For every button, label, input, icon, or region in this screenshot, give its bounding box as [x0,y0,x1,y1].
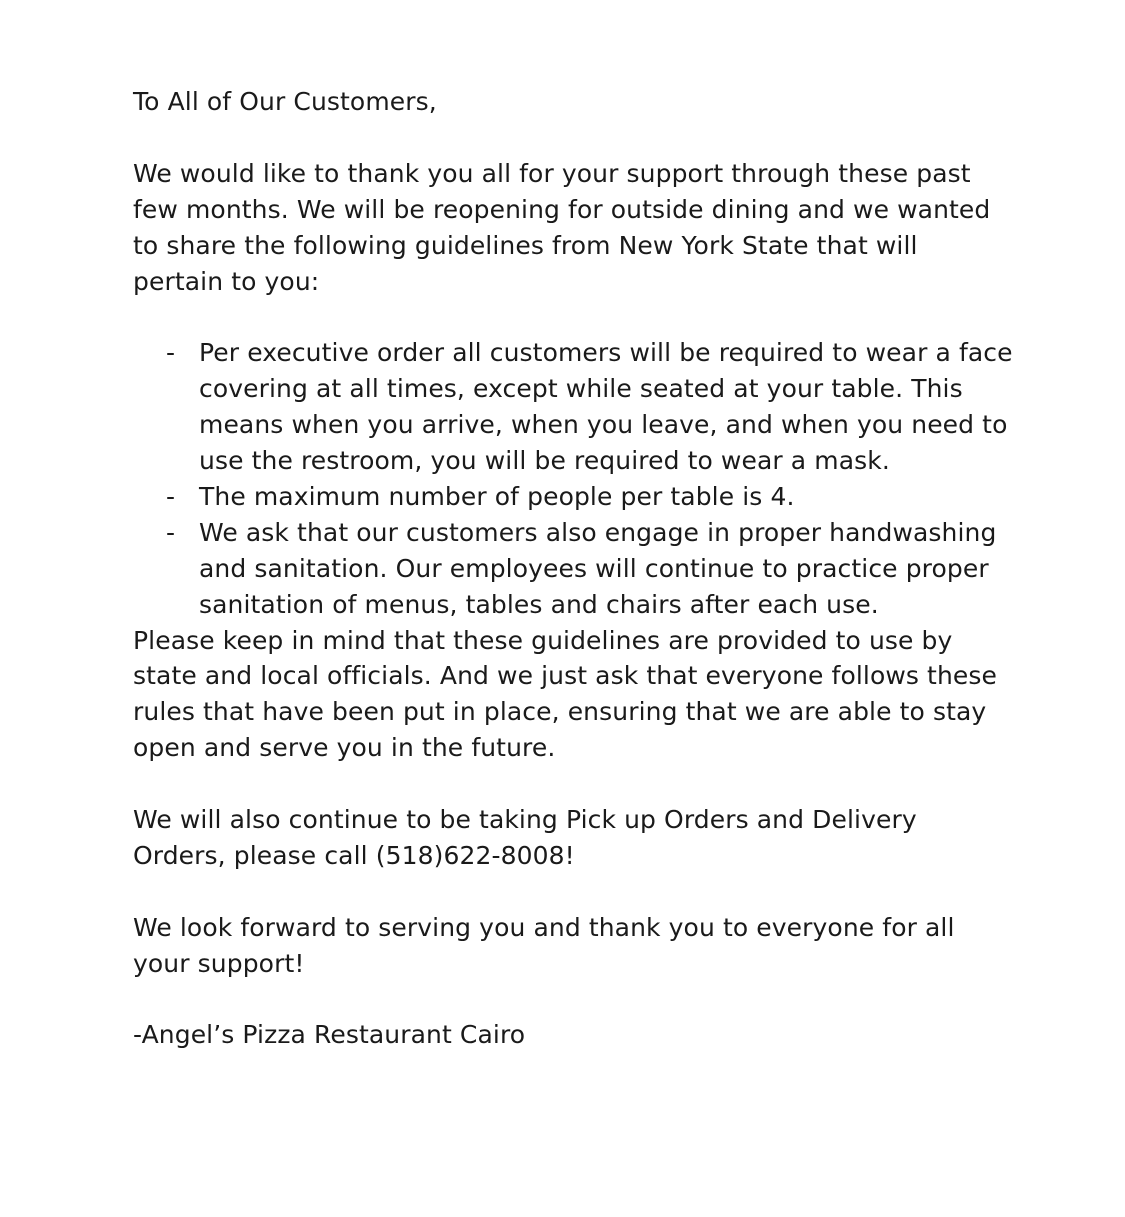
guideline-text: We ask that our customers also engage in proper handwashing and sanitation. Our employees will continue to practice proper sanitation of menus, tables and chairs after each use. [199,517,997,619]
guidelines-list [133,335,1013,622]
reminder-paragraph: Please keep in mind that these guidelines are provided to use by state and local officials. And we just ask that everyone follows these rules that have been put in place, ensuring that we are able to stay open and serve you in the future. [133,625,997,763]
list-item [166,335,1013,479]
orders-paragraph: We will also continue to be taking Pick up Orders and Delivery Orders, please call (518)622-8008! [133,805,917,870]
spacer [133,299,1013,335]
bullet-dash: - [166,481,176,511]
bullet-dash: - [166,338,176,368]
spacer [133,874,1013,910]
letter-body [133,84,1013,1053]
spacer [133,982,1013,1018]
spacer [133,120,1013,156]
spacer [133,766,1013,802]
bullet-dash: - [166,517,176,547]
intro-paragraph: We would like to thank you all for your support through these past few months. We will be reopening for outside dining and we wanted to share the following guidelines from New York State that will pertain to you: [133,158,991,296]
signature: -Angel’s Pizza Restaurant Cairo [133,1020,526,1050]
list-item [166,479,1013,515]
greeting: To All of Our Customers, [133,87,437,116]
guideline-text: Per executive order all customers will be required to wear a face covering at all times, except while seated at your table. This means when you arrive, when you leave, and when you need to use the restroom, you will be required to wear a mask. [199,338,1013,476]
list-item [166,515,1013,623]
closing-paragraph: We look forward to serving you and thank you to everyone for all your support! [133,912,955,978]
guideline-text: The maximum number of people per table is 4. [199,481,795,511]
